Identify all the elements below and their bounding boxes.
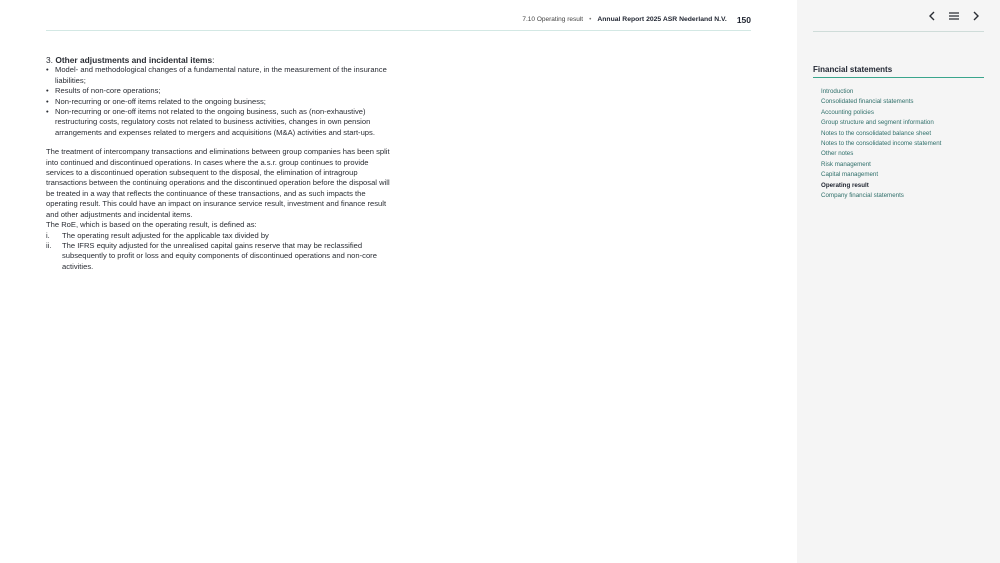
sidebar-item-capital-management[interactable]: Capital management — [821, 171, 879, 179]
bullet-item: • Results of non-core operations; — [46, 86, 391, 96]
bullet-item: • Non-recurring or one-off items related to the ongoing business; — [46, 97, 391, 107]
sidebar-item-group-structure[interactable]: Group structure and segment information — [821, 119, 934, 127]
roe-intro: The RoE, which is based on the operating result, is defined as: — [46, 220, 257, 230]
section-title: Other adjustments and incidental items — [55, 55, 213, 65]
roe-item — [46, 231, 391, 241]
menu-icon[interactable] — [947, 9, 961, 23]
page-header — [46, 11, 751, 31]
sidebar-item-notes-income-statement[interactable]: Notes to the consolidated income statement — [821, 140, 942, 148]
roe-item — [46, 241, 391, 272]
page-content — [46, 55, 391, 272]
roe-definition-list — [46, 231, 391, 273]
adjustments-bullet-list — [46, 65, 391, 138]
sidebar-divider — [813, 31, 984, 32]
sidebar-title[interactable]: Financial statements — [813, 65, 984, 78]
section-number: 3. — [46, 55, 53, 65]
bullet-item: • Model- and methodological changes of a fundamental nature, in the measurement of the insurance liabilities; — [46, 65, 391, 86]
sidebar-nav-list — [821, 87, 986, 201]
roe-item-marker: i. — [46, 230, 50, 240]
header-separator: • — [589, 16, 592, 23]
section-title-suffix: : — [212, 55, 215, 65]
header-report-title: Annual Report 2025 ASR Nederland N.V. — [597, 16, 727, 23]
sidebar-item-company-financial-statements[interactable]: Company financial statements — [821, 192, 904, 200]
sidebar-item-accounting-policies[interactable]: Accounting policies — [821, 108, 874, 116]
chevron-left-icon[interactable] — [925, 9, 939, 23]
sidebar-item-other-notes[interactable]: Other notes — [821, 150, 854, 158]
sidebar-item-notes-balance-sheet[interactable]: Notes to the consolidated balance sheet — [821, 129, 932, 137]
sidebar-item-consolidated-financial-statements[interactable]: Consolidated financial statements — [821, 98, 914, 106]
section-heading — [46, 55, 391, 65]
sidebar-item-introduction[interactable]: Introduction — [821, 88, 854, 95]
intercompany-paragraph: The treatment of intercompany transactions and eliminations between group companies has been split into continued and discontinued operations. In cases where the a.s.r. group continues to provide services to a discontinued operation subsequent to the disposal, the elimination of intragroup transactions between the continuing operations and the discontinued operation before the disposal will be treated in a way that reflects the continuance of these transactions, and as such impacts the operating result. This could have an impact on insurance service result, investment and finance result and other adjustments and incidental items. — [46, 147, 390, 219]
roe-item-marker: ii. — [46, 240, 52, 250]
roe-item-text: The operating result adjusted for the applicable tax divided by — [62, 230, 269, 240]
roe-item-text: The IFRS equity adjusted for the unrealised capital gains reserve that may be reclassified subsequently to profit or loss and equity components of discontinued operations and non-core activities. — [62, 240, 377, 271]
sidebar-item-operating-result[interactable]: Operating result — [821, 181, 869, 189]
page-number: 150 — [736, 14, 751, 25]
header-section-link[interactable]: 7.10 Operating result — [522, 16, 584, 23]
sidebar-item-risk-management[interactable]: Risk management — [821, 160, 871, 168]
chevron-right-icon[interactable] — [969, 9, 983, 23]
navigation-sidebar — [797, 0, 1000, 563]
bullet-item: • Non-recurring or one-off items not related to the ongoing business, such as (non-exhaustive) restructuring costs, regulatory costs not related to business activities, changes in own pension arrangements and expenses related to mergers and acquisitions (M&A) activities and start-ups. — [46, 107, 391, 138]
